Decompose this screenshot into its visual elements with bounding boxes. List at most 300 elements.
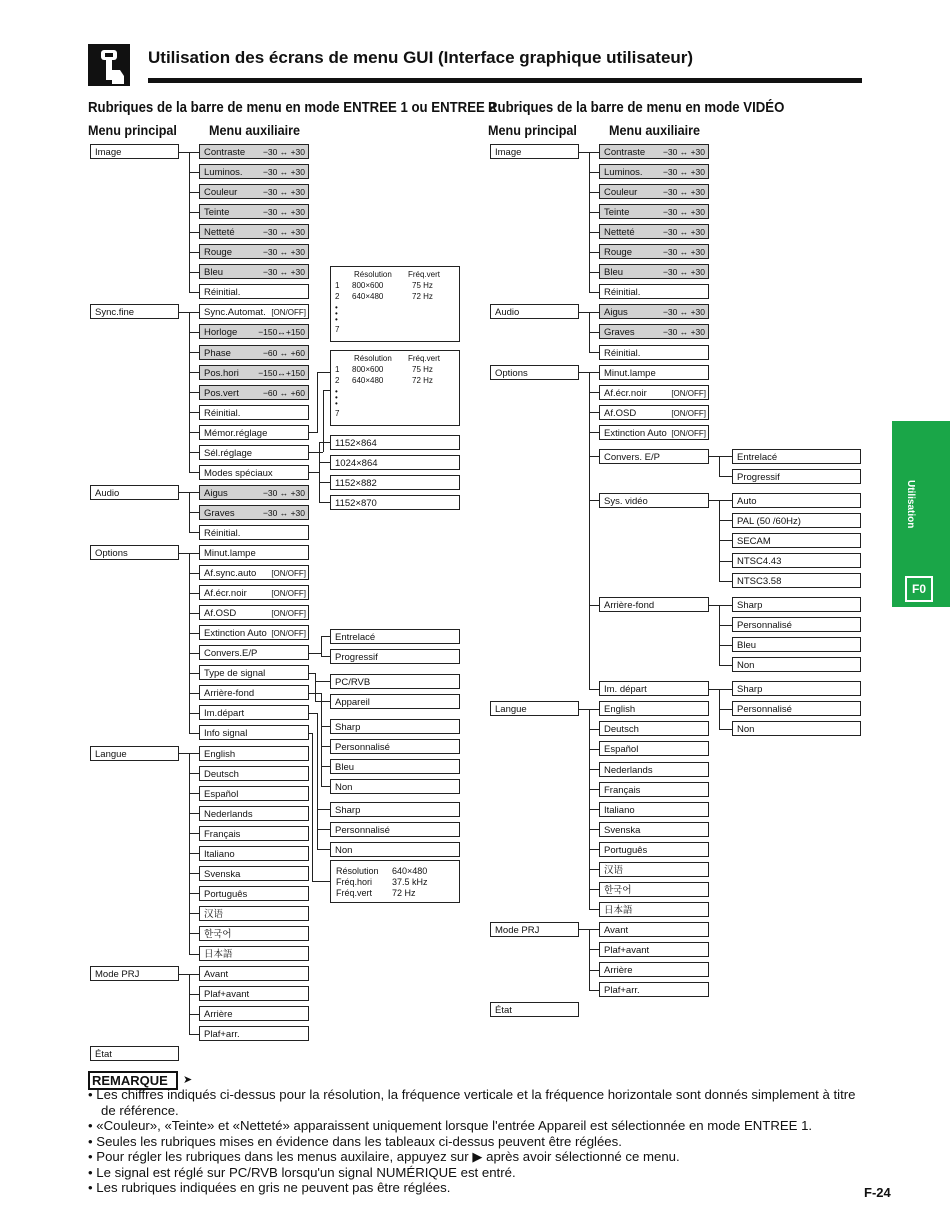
connector-line [719,540,732,541]
left-sub-item-label: Arrière [204,1009,233,1021]
right-sub-item-label: Aigus [604,307,628,319]
connector-line [589,605,599,606]
right-col-sub: Menu auxiliaire [609,122,701,138]
connector-line [309,653,321,654]
special-mode-item: 1024×864 [330,455,460,470]
left-sub-item [199,405,309,420]
left-sub-item [199,665,309,680]
left-main-item-label: Audio [95,487,120,499]
right-sub-item-label: Af.écr.noir [604,387,647,399]
left-sub-item-label: Af.OSD [204,608,237,620]
connector-line [309,693,321,694]
connector-line [589,252,599,253]
left-sub-item [199,906,309,921]
info-value: 37.5 kHz [392,877,428,887]
connector-line [315,673,316,701]
left-sub-item-label: Luminos. [204,167,243,179]
connector-line [719,729,732,730]
right-third-item-label: Sharp [737,600,763,612]
right-third-item [732,513,861,528]
right-third-item-label: Bleu [737,640,757,652]
resolution-panel [330,350,460,426]
connector-line [719,709,732,710]
connector-line [319,442,330,443]
right-sub-item [599,385,709,400]
right-main-item-label: Langue [495,704,527,716]
left-sub-item [199,304,309,319]
info-label: Résolution [336,866,379,876]
left-sub-item-label: Netteté [204,227,235,239]
left-sub-item [199,505,309,520]
range-value: −150↔+150 [258,367,305,378]
left-main-item [90,1046,179,1061]
right-third-item-label: Personnalisé [737,620,792,632]
left-sub-item [199,826,309,841]
connector-line [189,793,199,794]
freq-value: 75 Hz [412,365,433,374]
row-num: 1 [335,365,340,374]
special-mode-item: 1152×882 [330,475,460,490]
right-col-main: Menu principal [488,122,577,138]
left-third-item: PC/RVB [330,674,460,689]
left-sub-item [199,605,309,620]
right-sub-item-label: 한국어 [604,884,632,896]
connector-line [719,500,732,501]
left-third-item: Bleu [330,759,460,774]
left-sub-item-label: Avant [204,969,229,981]
right-sub-item-label: Português [604,844,648,856]
connector-line [189,392,199,393]
right-sub-item [599,284,709,299]
right-sub-item [599,184,709,199]
left-sub-item [199,786,309,801]
left-sub-item [199,525,309,540]
connector-line [189,252,199,253]
on-off-tag: [ON/OFF] [271,569,306,579]
left-third-item: Personnalisé [330,822,460,837]
left-sub-item-label: Nederlands [204,808,253,820]
right-third-item [732,469,861,484]
connector-line [579,929,589,930]
left-sub-item [199,846,309,861]
right-main-item [490,144,579,159]
ellipsis-dots: • • • [335,303,338,324]
left-sub-item-label: Minut.lampe [204,548,256,559]
note-item: • «Couleur», «Teinte» et «Netteté» apparaissent uniquement lorsque l'entrée Appareil est sélectionnée en mode ENTREE 1. [88,1118,813,1133]
connector-line [321,656,330,657]
connector-line [189,974,190,1034]
connector-line [312,733,313,881]
connector-line [189,553,190,733]
range-value: −30 ↔ +30 [662,307,705,318]
connector-line [589,456,599,457]
res-value: 640×480 [352,292,384,301]
connector-line [309,432,317,433]
connector-line [719,476,732,477]
left-sub-item-label: Af.écr.noir [204,588,247,600]
right-sub-item [599,493,709,508]
left-sub-item [199,365,309,380]
right-sub-item [599,862,709,877]
connector-line [589,152,590,292]
connector-line [189,813,199,814]
connector-line [189,312,199,313]
right-sub-item-label: Réinitial. [604,287,641,299]
left-sub-item [199,966,309,981]
right-third-item [732,681,861,696]
connector-line [189,994,199,995]
left-sub-item-label: Couleur [204,187,238,199]
right-sub-item-label: Teinte [604,207,630,219]
left-sub-item [199,625,309,640]
range-value: −30 ↔ +30 [262,487,305,498]
left-sub-item-label: English [204,748,236,760]
remark-notes [88,1087,868,1196]
row-num: 1 [335,281,340,290]
connector-line [589,849,599,850]
freq-header: Fréq.vert [408,354,441,363]
remark-label: REMARQUE [88,1071,178,1090]
connector-line [189,272,199,273]
connector-line [317,372,318,432]
right-sub-item-label: Graves [604,327,635,339]
right-sub-item [599,324,709,339]
right-main-item-label: Mode PRJ [495,924,540,936]
left-sub-item [199,465,309,480]
right-sub-item-label: Convers. E/P [604,451,660,463]
connector-line [719,625,732,626]
left-sub-item-label: Aigus [204,487,228,499]
connector-line [189,152,190,292]
right-third-item [732,449,861,464]
connector-line [589,970,599,971]
connector-line [189,412,199,413]
right-main-item-label: Audio [495,307,520,319]
connector-line [317,849,330,850]
connector-line [579,312,589,313]
right-sub-item [599,741,709,756]
right-sub-item-label: Español [604,744,639,756]
left-sub-item-label: Plaf+avant [204,989,250,1001]
right-main-item [490,365,579,380]
left-sub-item [199,725,309,740]
connector-line [309,713,317,714]
connector-line [189,532,199,533]
connector-line [719,689,732,690]
connector-line [309,472,319,473]
range-value: −30 ↔ +30 [662,147,705,157]
note-item: • Les chiffres indiqués ci-dessus pour la résolution, la fréquence verticale et la fréquence horizontale sont donnés simplement à titre de référence. [88,1087,856,1118]
ellipsis-dots: • • • [335,387,338,408]
connector-line [189,472,199,473]
right-sub-item [599,164,709,179]
info-value: 640×480 [392,866,428,876]
connector-line [719,665,732,666]
on-off-tag: [ON/OFF] [271,629,306,639]
right-sub-item [599,802,709,817]
connector-line [719,605,720,665]
connector-line [321,726,330,727]
right-main-item [490,922,579,937]
connector-line [189,593,199,594]
connector-line [189,553,199,554]
right-sub-item [599,345,709,360]
connector-line [719,645,732,646]
right-sub-item-label: Netteté [604,227,635,239]
right-third-item-label: Personnalisé [737,704,792,716]
range-value: −30 ↔ +30 [262,247,305,258]
right-sub-item-label: Arrière-fond [604,600,655,612]
right-sub-item [599,365,709,380]
right-main-item [490,304,579,319]
connector-line [189,933,199,934]
left-sub-item-label: Horloge [204,327,238,339]
connector-line [719,456,732,457]
connector-line [189,713,199,714]
right-sub-item [599,244,709,259]
connector-line [589,372,599,373]
connector-line [315,701,330,702]
connector-line [589,889,599,890]
left-main-item [90,746,179,761]
right-sub-item [599,264,709,279]
left-third-item: Personnalisé [330,739,460,754]
left-main-item [90,966,179,981]
connector-line [321,636,330,637]
left-sub-item-label: Im.départ [204,708,245,720]
left-third-item: Non [330,842,460,857]
left-main-item [90,485,179,500]
special-mode-item: 1152×864 [330,435,460,450]
connector-line [189,773,199,774]
range-value: −150↔+150 [258,327,305,338]
page-title: Utilisation des écrans de menu GUI (Interface graphique utilisateur) [148,48,694,67]
left-sub-item-label: Contraste [204,147,246,158]
left-sub-item [199,866,309,881]
side-tab-label: Utilisation [905,480,916,529]
left-sub-item [199,685,309,700]
left-third-item: Entrelacé [330,629,460,644]
right-sub-item-label: English [604,704,636,716]
range-value: −30 ↔ +30 [662,247,705,258]
connector-line [189,452,199,453]
right-sub-item [599,204,709,219]
connector-line [189,1014,199,1015]
right-sub-item [599,224,709,239]
connector-line [589,769,599,770]
connector-line [179,553,189,554]
connector-line [189,873,199,874]
connector-line [589,172,599,173]
right-sub-item [599,701,709,716]
connector-line [189,172,199,173]
left-sub-item [199,445,309,460]
connector-line [189,893,199,894]
right-sub-item-label: Italiano [604,804,635,816]
right-sub-item [599,962,709,977]
projector-icon: F0 [905,576,933,602]
connector-line [319,462,330,463]
right-third-item [732,637,861,652]
connector-line [709,500,719,501]
connector-line [589,500,599,501]
range-value: −30 ↔ +30 [662,327,705,338]
range-value: −30 ↔ +30 [662,187,705,198]
left-sub-item [199,585,309,600]
left-main-item [90,545,179,560]
right-third-item-label: NTSC3.58 [737,576,782,588]
connector-line [709,456,719,457]
connector-line [709,605,719,606]
right-third-item-label: Entrelacé [737,451,778,463]
range-value: −30 ↔ +30 [262,227,305,238]
right-third-item [732,597,861,612]
left-sub-item-label: Rouge [204,247,232,259]
freq-value: 75 Hz [412,281,433,290]
connector-line [579,152,589,153]
left-sub-item [199,645,309,660]
right-third-item [732,573,861,588]
connector-line [189,192,199,193]
right-sub-item-label: Rouge [604,247,632,259]
range-value: −30 ↔ +30 [662,207,705,218]
left-sub-item [199,926,309,941]
right-third-item-label: Progressif [737,471,780,483]
remark-arrow-icon: ➤ [183,1074,193,1086]
right-third-item-label: Non [737,724,755,736]
connector-line [719,520,732,521]
left-sub-item [199,946,309,961]
note-item: • Les rubriques indiquées en gris ne peuvent pas être réglées. [88,1180,451,1195]
right-sub-item-label: Français [604,784,641,796]
left-sub-item-label: Pos.hori [204,367,239,379]
left-sub-item [199,565,309,580]
left-sub-item [199,184,309,199]
left-third-item: Sharp [330,802,460,817]
left-main-item [90,304,179,319]
right-sub-item-label: Nederlands [604,764,653,776]
right-third-item [732,533,861,548]
connector-line [319,502,330,503]
connector-line [589,869,599,870]
connector-line [589,312,599,313]
on-off-tag: [ON/OFF] [671,408,706,418]
left-third-item: Sharp [330,719,460,734]
right-sub-item [599,882,709,897]
left-sub-item-label: Sync.Automat. [204,307,266,319]
connector-line [189,913,199,914]
connector-line [589,292,599,293]
connector-line [189,853,199,854]
connector-line [321,786,330,787]
right-third-item [732,657,861,672]
right-sub-item [599,449,709,464]
connector-line [589,949,599,950]
left-sub-item [199,324,309,339]
right-sub-item-label: 日本語 [604,904,633,916]
connector-line [317,372,330,373]
left-sub-item-label: Español [204,788,239,800]
left-sub-item-label: 日本語 [204,949,233,960]
connector-line [589,749,599,750]
left-main-item-label: Options [95,548,128,559]
on-off-tag: [ON/OFF] [671,388,706,398]
row-num: 7 [335,409,340,418]
connector-line [319,482,330,483]
left-sub-item-label: Deutsch [204,768,239,780]
info-signal-panel [330,860,460,903]
connector-line [189,332,199,333]
info-value: 72 Hz [392,888,416,898]
left-sub-item-label: Réinitial. [204,527,241,539]
connector-line [317,829,330,830]
connector-line [589,709,599,710]
note-item: • Pour régler les rubriques dans les menus auxilaire, appuyez sur ▶ après avoir sélectionné ce menu. [88,1149,680,1164]
connector-line [719,581,732,582]
left-sub-item-label: 한국어 [204,928,232,940]
connector-line [589,809,599,810]
left-sub-item [199,425,309,440]
right-sub-item-label: Plaf+arr. [604,985,640,997]
connector-line [589,689,599,690]
left-sub-item [199,886,309,901]
connector-line [189,974,199,975]
left-sub-item-label: Português [204,888,248,900]
connector-line [189,954,199,955]
connector-line [719,456,720,476]
connector-line [189,152,199,153]
right-sub-item [599,405,709,420]
left-sub-item-label: Phase [204,347,231,359]
right-sub-item [599,762,709,777]
freq-header: Fréq.vert [408,270,441,279]
range-value: −30 ↔ +30 [262,267,305,278]
range-value: −30 ↔ +30 [262,187,305,198]
left-sub-item-label: Sél.réglage [204,447,253,459]
special-mode-item: 1152×870 [330,495,460,510]
left-sub-item [199,385,309,400]
connector-line [589,392,599,393]
info-label: Fréq.vert [336,888,373,898]
right-sub-item-label: Plaf+avant [604,944,650,956]
connector-line [317,809,330,810]
res-value: 640×480 [352,376,384,385]
range-value: −30 ↔ +30 [262,147,305,157]
right-sub-item [599,597,709,612]
connector-line [319,442,320,502]
right-sub-item [599,982,709,997]
right-main-item-label: État [495,1005,512,1017]
left-sub-item [199,545,309,560]
connector-line [179,974,189,975]
left-sub-item [199,164,309,179]
connector-line [189,573,199,574]
connector-line [589,729,599,730]
right-third-item-label: SECAM [737,535,771,547]
right-third-item-label: NTSC4.43 [737,556,782,568]
right-sub-item-label: Luminos. [604,167,643,179]
left-main-item [90,144,179,159]
left-sub-item-label: Italiano [204,848,235,860]
connector-line [189,212,199,213]
connector-line [189,613,199,614]
right-sub-item-label: Contraste [604,147,646,158]
right-main-item [490,701,579,716]
right-sub-item [599,842,709,857]
connector-line [589,192,599,193]
left-sub-item [199,1026,309,1041]
freq-value: 72 Hz [412,292,433,301]
